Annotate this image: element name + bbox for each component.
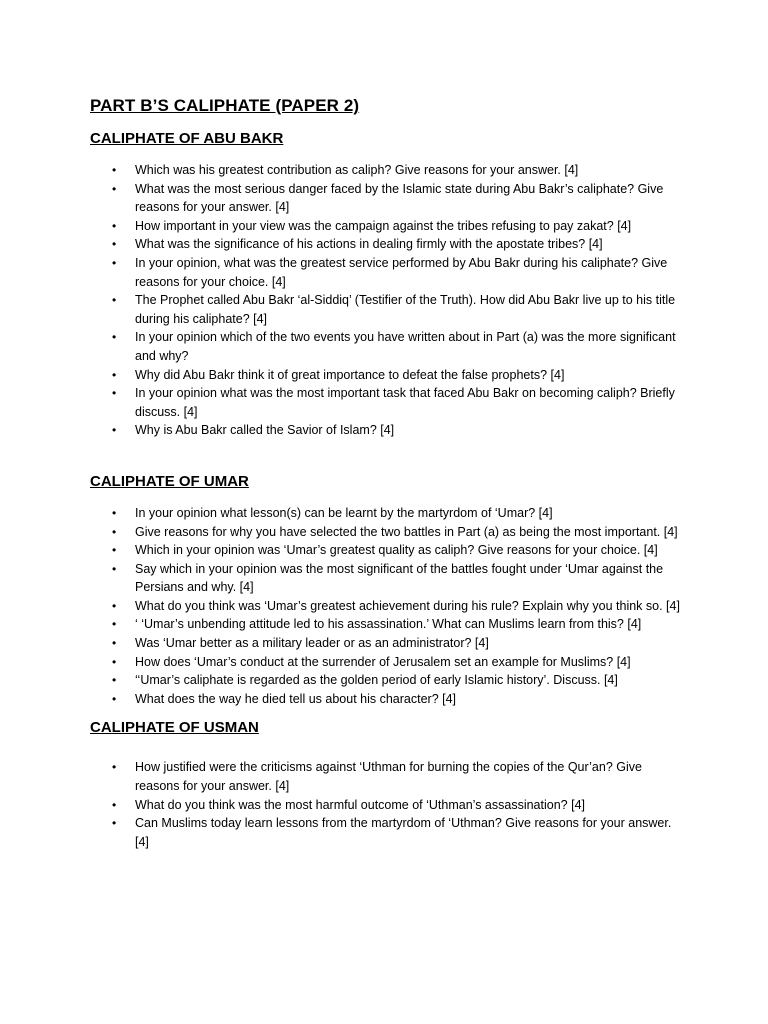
question-list-usman	[90, 758, 688, 851]
question-text: In your opinion what lesson(s) can be learnt by the martyrdom of ‘Umar? [4]	[135, 505, 553, 520]
bullet-icon: •	[112, 673, 117, 688]
document-title: PART B’S CALIPHATE (PAPER 2)	[90, 96, 360, 115]
bullet-icon: •	[112, 505, 117, 520]
question-text: How does ‘Umar’s conduct at the surrender of Jerusalem set an example for Muslims? [4]	[135, 654, 631, 669]
bullet-icon: •	[112, 636, 117, 651]
section-abu-bakr	[90, 129, 688, 440]
bullet-icon: •	[112, 423, 117, 438]
list-item	[90, 384, 680, 421]
list-item	[90, 217, 680, 236]
bullet-icon: •	[112, 293, 117, 308]
bullet-icon: •	[112, 561, 117, 576]
question-text: What was the significance of his actions in dealing firmly with the apostate tribes? [4]	[135, 237, 603, 252]
list-item	[90, 180, 680, 217]
bullet-icon: •	[112, 760, 117, 775]
list-item	[90, 814, 680, 851]
list-item	[90, 597, 680, 616]
bullet-icon: •	[112, 617, 117, 632]
section-heading-umar: CALIPHATE OF UMAR	[90, 472, 249, 490]
question-list-abu-bakr	[90, 161, 688, 440]
question-text: What does the way he died tell us about his character? [4]	[135, 691, 457, 706]
section-usman	[90, 718, 688, 851]
list-item	[90, 254, 680, 291]
list-item	[90, 161, 680, 180]
bullet-icon: •	[112, 524, 117, 539]
question-text: ‘ ‘Umar’s unbending attitude led to his assassination.’ What can Muslims learn from this? [4]	[135, 617, 642, 632]
question-text: What do you think was ‘Umar’s greatest achievement during his rule? Explain why you think so. [4]	[135, 598, 680, 613]
bullet-icon: •	[112, 218, 117, 233]
question-text: ‘‘Umar’s caliphate is regarded as the golden period of early Islamic history’. Discuss. [4]	[135, 673, 618, 688]
section-heading-abu-bakr: CALIPHATE OF ABU BAKR	[90, 130, 284, 147]
section-heading-usman: CALIPHATE OF USMAN	[90, 719, 259, 737]
question-text: How important in your view was the campaign against the tribes refusing to pay zakat? [4]	[135, 218, 632, 233]
question-list-umar	[90, 504, 688, 709]
question-text: Which in your opinion was ‘Umar’s greatest quality as caliph? Give reasons for your choice. [4]	[135, 543, 658, 558]
bullet-icon: •	[112, 797, 117, 812]
list-item	[90, 366, 680, 385]
question-text: The Prophet called Abu Bakr ‘al-Siddiq’ (Testifier of the Truth). How did Abu Bakr live up to his title during his caliphate? [4]	[135, 293, 676, 326]
question-text: In your opinion, what was the greatest service performed by Abu Bakr during his caliphate? Give reasons for your choice. [4]	[135, 255, 668, 289]
list-item	[90, 328, 680, 365]
question-text: In your opinion what was the most important task that faced Abu Bakr on becoming caliph? Briefly discuss. [4]	[135, 386, 675, 419]
question-text: Was ‘Umar better as a military leader or as an administrator? [4]	[135, 636, 489, 651]
question-text: In your opinion which of the two events you have written about in Part (a) was the more significant and why?	[135, 330, 676, 363]
question-text: Why did Abu Bakr think it of great importance to defeat the false prophets? [4]	[135, 367, 565, 382]
bullet-icon: •	[112, 816, 117, 831]
list-item	[90, 615, 680, 634]
list-item	[90, 653, 680, 672]
question-text: What was the most serious danger faced by the Islamic state during Abu Bakr’s caliphate? Give reasons for your answer. [4]	[135, 181, 664, 215]
bullet-icon: •	[112, 654, 117, 669]
bullet-icon: •	[112, 543, 117, 558]
bullet-icon: •	[112, 163, 117, 177]
question-text: How justified were the criticisms against ‘Uthman for burning the copies of the Qur’an? Give reasons for your answer. [4]	[135, 760, 642, 794]
bullet-icon: •	[112, 691, 117, 706]
list-item	[90, 758, 680, 795]
bullet-icon: •	[112, 386, 117, 401]
list-item	[90, 291, 680, 328]
question-text: Can Muslims today learn lessons from the martyrdom of ‘Uthman? Give reasons for your answer. [4]	[135, 816, 672, 849]
bullet-icon: •	[112, 598, 117, 613]
list-item	[90, 634, 680, 653]
list-item	[90, 796, 680, 815]
question-text: What do you think was the most harmful outcome of ‘Uthman’s assassination? [4]	[135, 797, 585, 812]
list-item	[90, 541, 680, 560]
list-item	[90, 671, 680, 690]
bullet-icon: •	[112, 330, 117, 345]
list-item	[90, 523, 680, 542]
question-text: Say which in your opinion was the most significant of the battles fought under ‘Umar against the Persians and why. [4]	[135, 561, 664, 595]
list-item	[90, 421, 680, 440]
question-text: Which was his greatest contribution as caliph? Give reasons for your answer. [4]	[135, 163, 579, 177]
question-text: Give reasons for why you have selected the two battles in Part (a) as being the most important. [4]	[135, 524, 678, 539]
question-text: Why is Abu Bakr called the Savior of Islam? [4]	[135, 423, 395, 438]
list-item	[90, 235, 680, 254]
bullet-icon: •	[112, 181, 117, 196]
bullet-icon: •	[112, 255, 117, 270]
section-umar	[90, 472, 688, 709]
bullet-icon: •	[112, 367, 117, 382]
bullet-icon: •	[112, 237, 117, 252]
list-item	[90, 504, 680, 523]
list-item	[90, 560, 680, 597]
list-item	[90, 690, 680, 709]
